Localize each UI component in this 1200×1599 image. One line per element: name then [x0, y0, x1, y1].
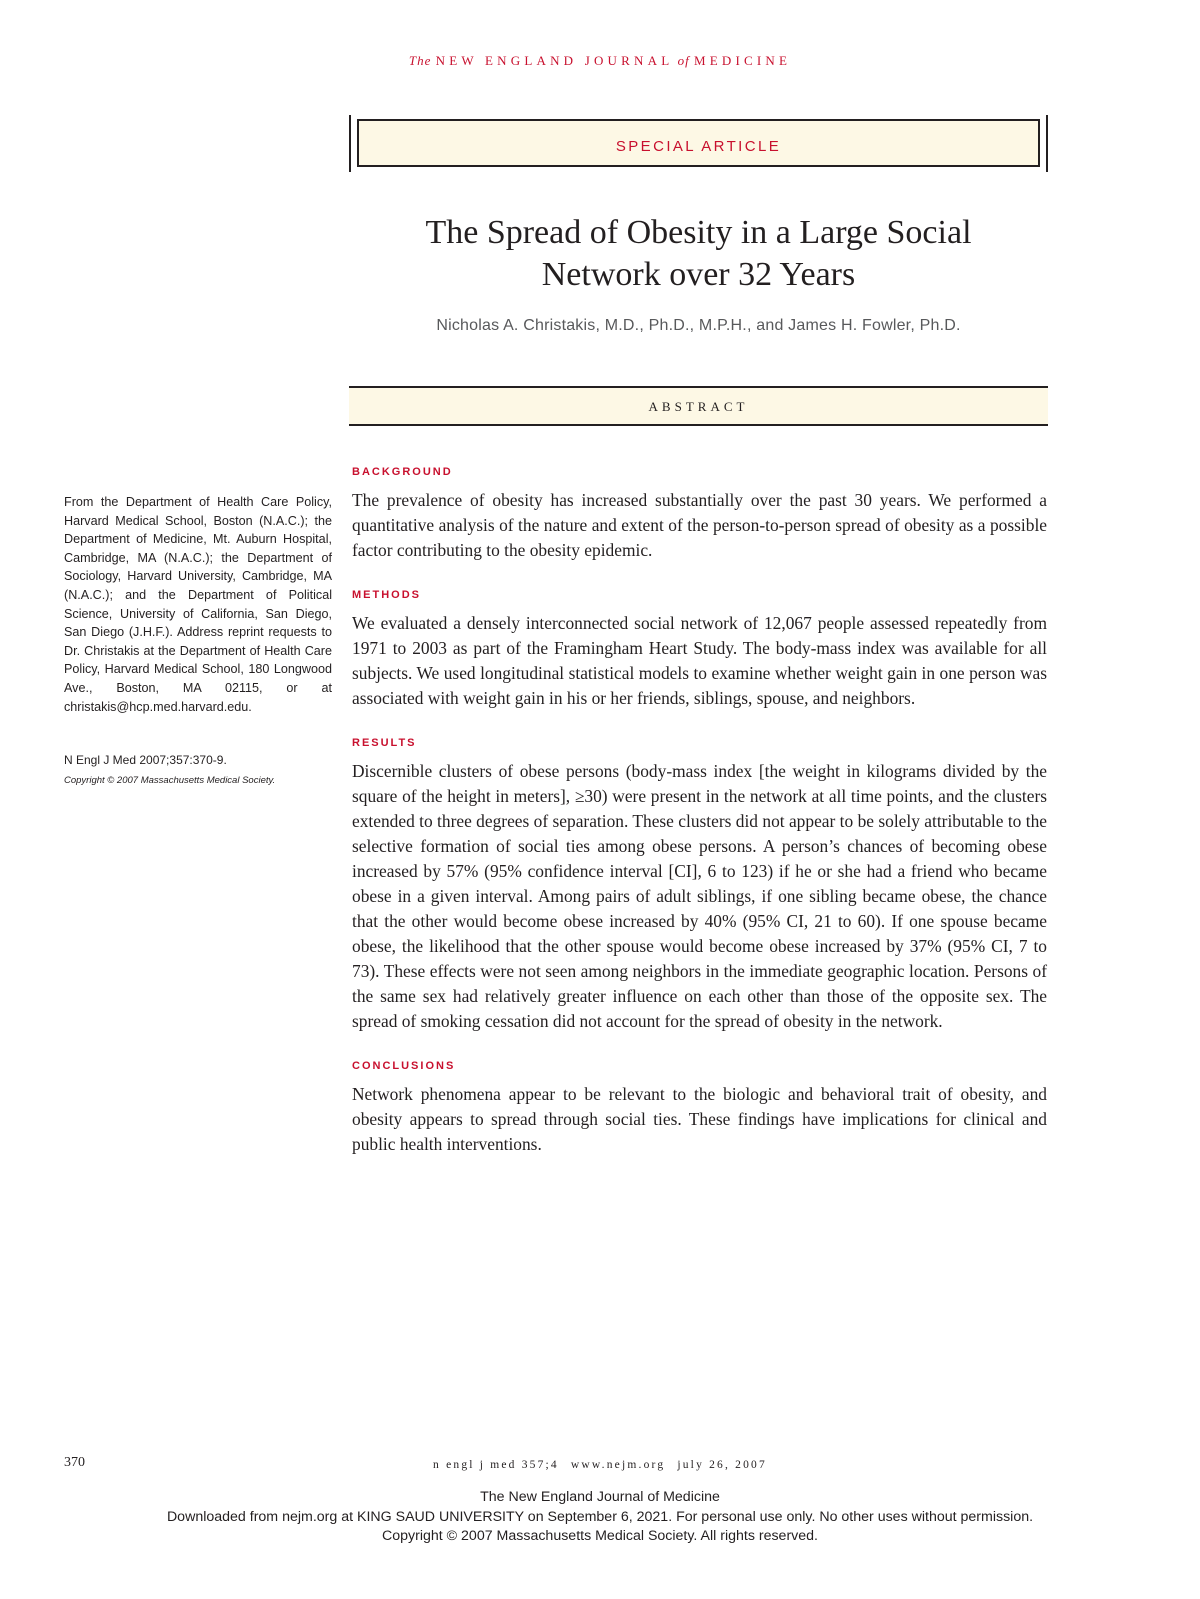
author-list: Nicholas A. Christakis, M.D., Ph.D., M.P.H., and James H. Fowler, Ph.D.	[436, 317, 961, 334]
abstract-heading: ABSTRACT	[349, 386, 1048, 426]
section-heading: CONCLUSIONS	[352, 1060, 456, 1072]
footer-copyright: Copyright © 2007 Massachusetts Medical Society. All rights reserved.	[381, 1528, 818, 1544]
section-text: Network phenomena appear to be relevant to the biologic and behavioral trait of obesity, and obesity appears to spread through social ties. These findings have implications for clinical and public health interventions.	[352, 1084, 1047, 1154]
section-text: The prevalence of obesity has increased substantially over the past 30 years. We performed a quantitative analysis of the nature and extent of the person-to-person spread of obesity as a possible factor contributing to the obesity epidemic.	[352, 490, 1047, 560]
download-notice-block	[0, 1488, 1200, 1547]
section-heading: RESULTS	[352, 737, 417, 749]
journal-header	[0, 53, 1200, 69]
article-title	[349, 212, 1048, 296]
abstract-body	[352, 466, 1047, 1183]
section-text: We evaluated a densely interconnected social network of 12,067 people assessed repeatedly from 1971 to 2003 as part of the Framingham Heart Study. The body-mass index was available for all subjects. We used longitudinal statistical models to examine whether weight gain in one person was associated with weight gain in his or her friends, siblings, spouse, and neighbors.	[352, 613, 1047, 708]
citation: N Engl J Med 2007;357:370-9.	[64, 753, 227, 767]
journal-header-medicine: MEDICINE	[693, 53, 792, 68]
footer-website: www.nejm.org	[570, 1459, 666, 1471]
sidebar-copyright: Copyright © 2007 Massachusetts Medical Society.	[64, 775, 276, 786]
author-affiliations: From the Department of Health Care Policy, Harvard Medical School, Boston (N.A.C.); the Department of Medicine, Mt. Auburn Hospital, Cambridge, MA (N.A.C.); the Department of Sociology, Harvard University, Cambridge, MA (N.A.C.); and the Department of Political Science, University of California, San Diego, San Diego (J.H.F.). Address reprint requests to Dr. Christakis at the Department of Health Care Policy, Harvard Medical School, 180 Longwood Ave., Boston, MA 02115, or at christakis@hcp.med.harvard.edu.	[64, 495, 332, 714]
section-text: Discernible clusters of obese persons (body-mass index [the weight in kilograms divided by the square of the height in meters], ≥30) were present in the network at all time points, and the clusters extended to three degrees of separation. These clusters did not appear to be solely attributable to the selective formation of social ties among obese persons. A person’s chances of becoming obese increased by 57% (95% confidence interval [CI], 6 to 123) if he or she had a friend who became obese in a given interval. Among pairs of adult siblings, if one sibling became obese, the chance that the other would become obese increased by 40% (95% CI, 21 to 60). If one spouse became obese, the likelihood that the other spouse would become obese increased by 37% (95% CI, 7 to 73). These effects were not seen among neighbors in the immediate geographic location. Persons of the same sex had relatively greater influence on each other than those of the opposite sex. The spread of smoking cessation did not account for the spread of obesity in the network.	[352, 761, 1047, 1031]
abstract-section-conclusions	[352, 1060, 1047, 1157]
footer-date: july 26, 2007	[677, 1459, 767, 1471]
section-heading: METHODS	[352, 589, 421, 601]
article-type-label: SPECIAL ARTICLE	[357, 119, 1040, 167]
article-type-box	[349, 115, 1048, 172]
journal-header-new-england: NEW ENGLAND JOURNAL	[435, 53, 674, 68]
section-heading: BACKGROUND	[352, 466, 453, 478]
download-notice: Downloaded from nejm.org at KING SAUD UNIVERSITY on September 6, 2021. For personal use only. No other uses without permission.	[166, 1508, 1034, 1525]
journal-header-of: of	[673, 53, 694, 68]
abstract-section-results	[352, 737, 1047, 1034]
abstract-section-methods	[352, 589, 1047, 711]
footer-journal-name: The New England Journal of Medicine	[480, 1489, 720, 1505]
running-footer	[0, 1459, 1200, 1471]
article-title-line-1: The Spread of Obesity in a Large Social	[425, 214, 972, 251]
abstract-section-background	[352, 466, 1047, 563]
journal-header-the: The	[408, 53, 436, 68]
page-number: 370	[64, 1455, 85, 1470]
footer-journal-abbrev: n engl j med 357;4	[433, 1459, 559, 1471]
article-title-line-2: Network over 32 Years	[541, 256, 856, 293]
